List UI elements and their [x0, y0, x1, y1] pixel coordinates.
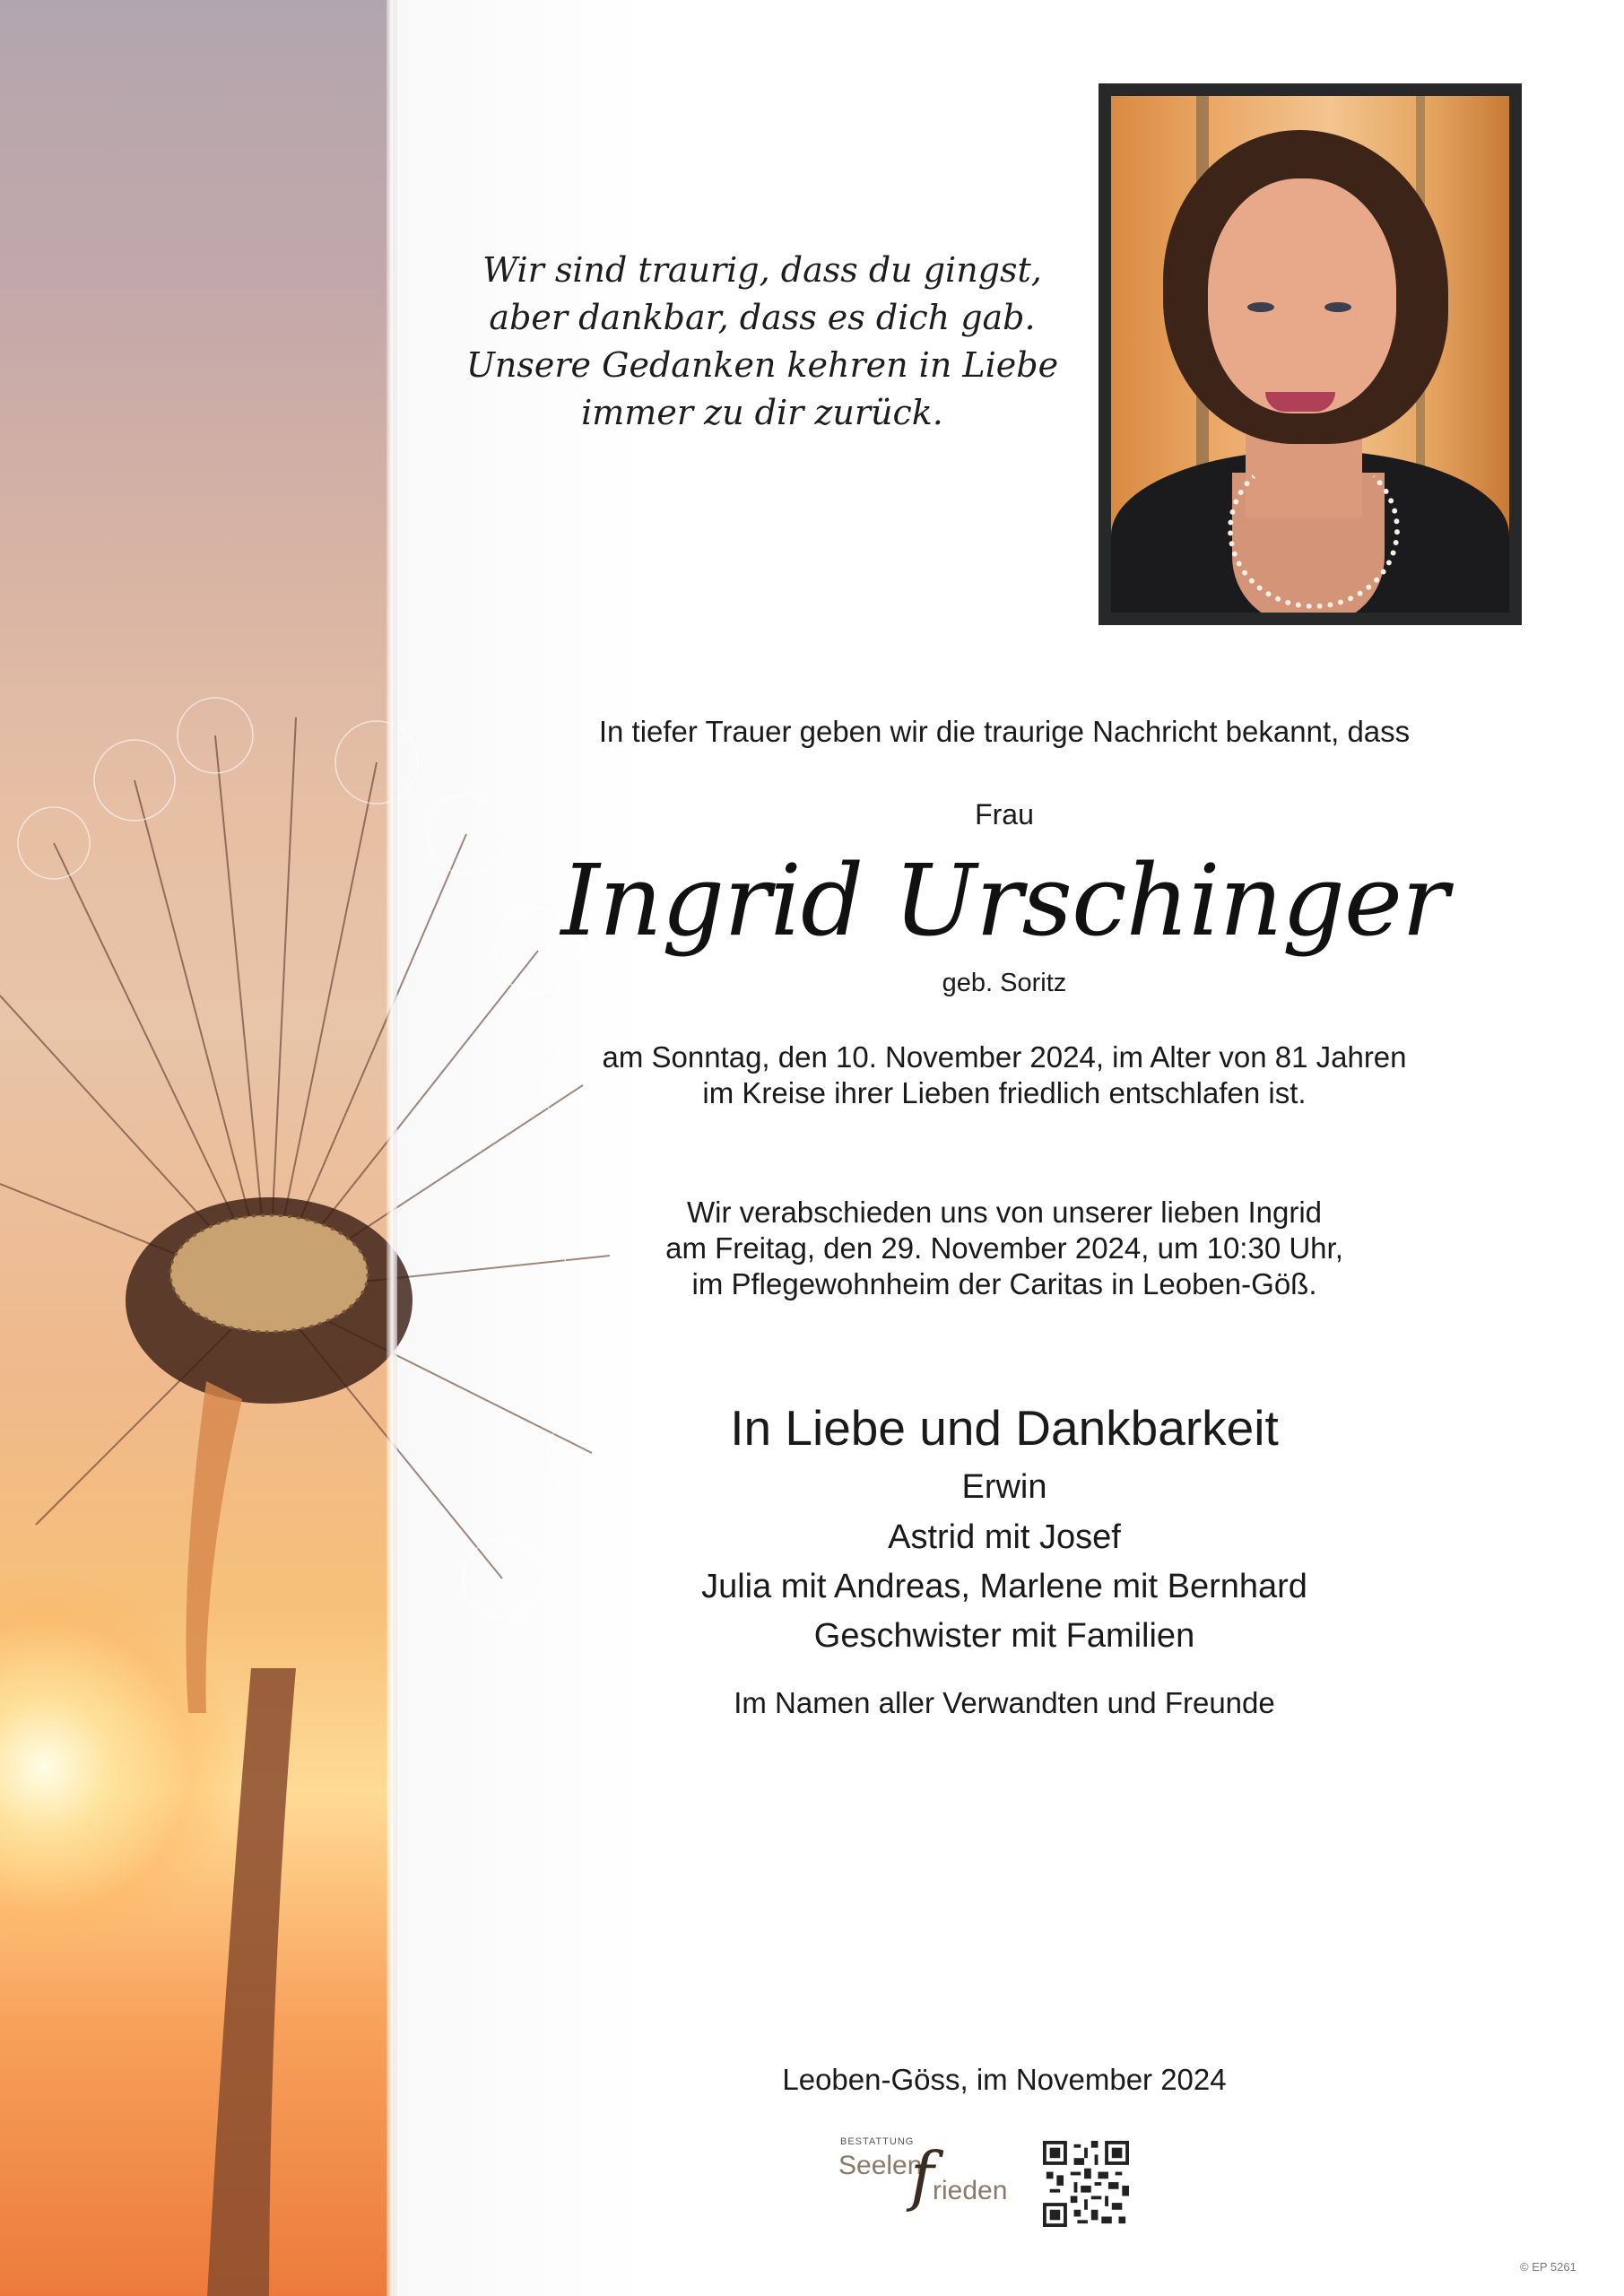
qr-code-icon[interactable] [1043, 2141, 1129, 2227]
announcement-intro: In tiefer Trauer geben wir die traurige Nachricht bekannt, dass [598, 715, 1411, 748]
mourner-name: Erwin [961, 1468, 1047, 1506]
mourner-name: Julia mit Andreas, Marlene mit Bernhard [701, 1568, 1307, 1605]
funeral-line: im Pflegewohnheim der Caritas in Leoben-Göß. [691, 1267, 1317, 1300]
memorial-quote [413, 247, 1112, 437]
logo-word: Seelen [838, 2151, 923, 2180]
mourner-name: Geschwister mit Familien [813, 1617, 1195, 1655]
closing-line: Im Namen aller Verwandten und Freunde [734, 1686, 1275, 1719]
portrait-frame [1099, 83, 1522, 625]
logo-initial: f [910, 2138, 934, 2213]
place-date: Leoben-Göss, im November 2024 [782, 2063, 1227, 2096]
death-date-line: im Kreise ihrer Lieben friedlich entschlafen ist. [702, 1076, 1307, 1109]
quote-line: Unsere Gedanken kehren in Liebe [465, 345, 1059, 385]
funeral-line: am Freitag, den 29. November 2024, um 10:30 Uhr, [665, 1231, 1343, 1265]
mourners-heading: In Liebe und Dankbarkeit [730, 1400, 1279, 1456]
mourner-name: Astrid mit Josef [888, 1518, 1121, 1556]
death-date-line: am Sonntag, den 10. November 2024, im Alter von 81 Jahren [602, 1040, 1407, 1074]
reference-code: © EP 5261 [1520, 2260, 1576, 2274]
funeral-line: Wir verabschieden uns von unserer lieben Ingrid [686, 1196, 1323, 1229]
portrait-photo [1111, 96, 1509, 613]
logo-word: rieden [933, 2176, 1008, 2205]
funeral-home-logo [838, 2135, 1018, 2224]
panel-divider [386, 0, 397, 2296]
maiden-name: geb. Soritz [942, 969, 1067, 997]
quote-line: immer zu dir zurück. [581, 393, 943, 432]
logo-small-text: BESTATTUNG [840, 2136, 915, 2147]
quote-line: aber dankbar, dass es dich gab. [489, 298, 1036, 337]
quote-line: Wir sind traurig, dass du gingst, [482, 250, 1042, 290]
salutation: Frau [975, 798, 1034, 831]
deceased-name: Ingrid Urschinger [560, 843, 1448, 958]
